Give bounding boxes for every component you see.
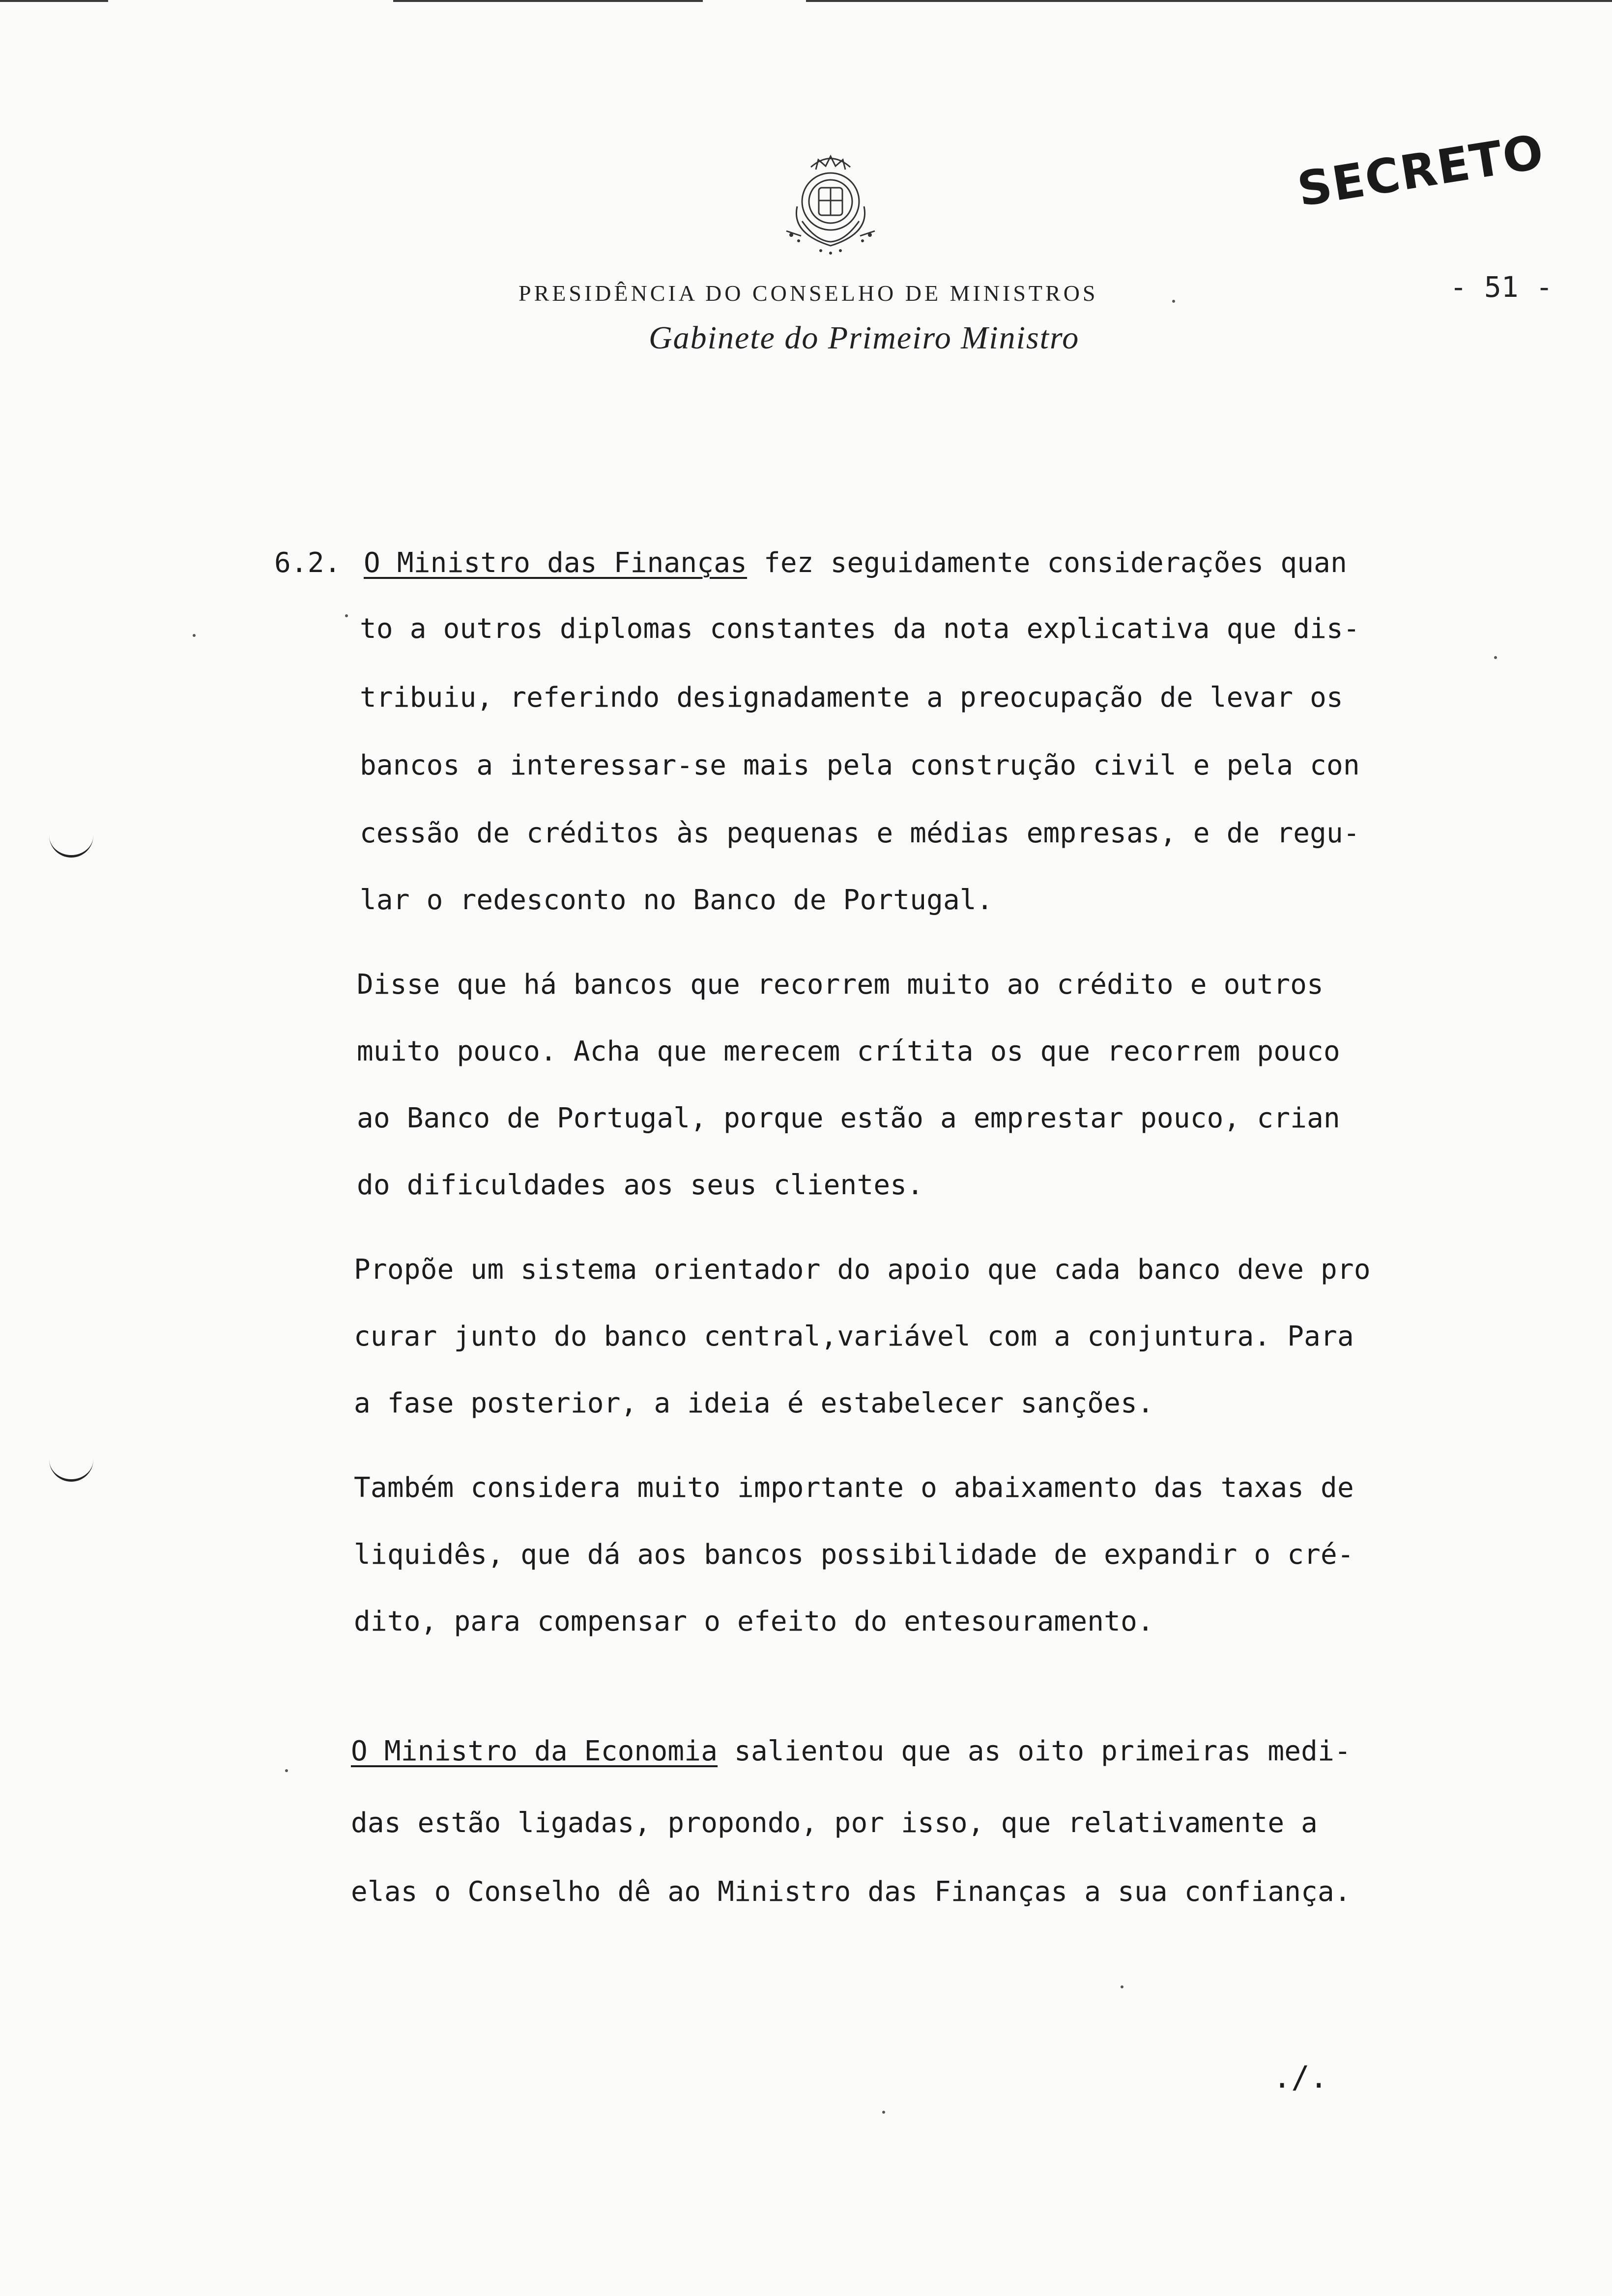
section-number: 6.2.: [274, 547, 341, 579]
body-line: Disse que há bancos que recorrem muito ao crédito e outros: [357, 969, 1324, 1001]
scan-edge-rule: [806, 0, 1612, 2]
scan-speck: [345, 614, 348, 617]
scan-speck: [1121, 1985, 1123, 1988]
body-line: a fase posterior, a ideia é estabelecer sanções.: [354, 1387, 1154, 1419]
body-line: to a outros diplomas constantes da nota explicativa que dis-: [360, 613, 1360, 645]
scan-edge-rule: [393, 0, 703, 2]
body-line: tribuiu, referindo designadamente a preocupação de levar os: [360, 682, 1343, 714]
body-line: liquidês, que dá aos bancos possibilidade de expandir o cré-: [354, 1539, 1354, 1571]
body-line: elas o Conselho dê ao Ministro das Finanças a sua confiança.: [351, 1876, 1351, 1908]
body-line: [364, 549, 1347, 577]
body-line: [351, 1735, 1351, 1767]
body-line: lar o redesconto no Banco de Portugal.: [360, 884, 993, 916]
body-line: Também considera muito importante o abaixamento das taxas de: [354, 1472, 1354, 1504]
secret-stamp: SECRETO: [1294, 124, 1548, 217]
body-line: muito pouco. Acha que merecem crítita os que recorrem pouco: [357, 1035, 1340, 1067]
page-number: - 51 -: [1450, 270, 1553, 304]
margin-tick-mark: [49, 835, 93, 858]
minister-finance-underlined: O Ministro das Finanças: [364, 547, 748, 579]
body-line: curar junto do banco central,variável com a conjuntura. Para: [354, 1320, 1354, 1352]
body-line: Propõe um sistema orientador do apoio que cada banco deve pro: [354, 1254, 1371, 1286]
body-line: dito, para compensar o efeito do entesouramento.: [354, 1606, 1154, 1637]
coat-of-arms-emblem: [772, 147, 890, 260]
scan-speck: [1494, 656, 1497, 659]
scan-speck: [193, 634, 196, 637]
line-text: fez seguidamente considerações quan: [747, 547, 1347, 579]
scan-speck: [1172, 300, 1175, 303]
scan-speck: [882, 2111, 885, 2114]
scan-speck: [285, 1769, 288, 1772]
cabinet-subheading: Gabinete do Primeiro Ministro: [649, 320, 1080, 356]
body-line: das estão ligadas, propondo, por isso, que relativamente a: [351, 1807, 1318, 1839]
scan-edge-rule: [0, 0, 108, 2]
line-text: salientou que as oito primeiras medi-: [718, 1735, 1351, 1767]
margin-tick-mark: [49, 1460, 93, 1482]
body-line: ao Banco de Portugal, porque estão a emprestar pouco, crian: [357, 1102, 1340, 1134]
continuation-mark: ./.: [1273, 2059, 1328, 2095]
office-heading: PRESIDÊNCIA DO CONSELHO DE MINISTROS: [518, 281, 1098, 306]
body-line: do dificuldades aos seus clientes.: [357, 1169, 924, 1201]
body-line: bancos a interessar-se mais pela construção civil e pela con: [360, 749, 1360, 781]
minister-economy-underlined: O Ministro da Economia: [351, 1735, 718, 1767]
body-line: cessão de créditos às pequenas e médias empresas, e de regu-: [360, 817, 1360, 849]
